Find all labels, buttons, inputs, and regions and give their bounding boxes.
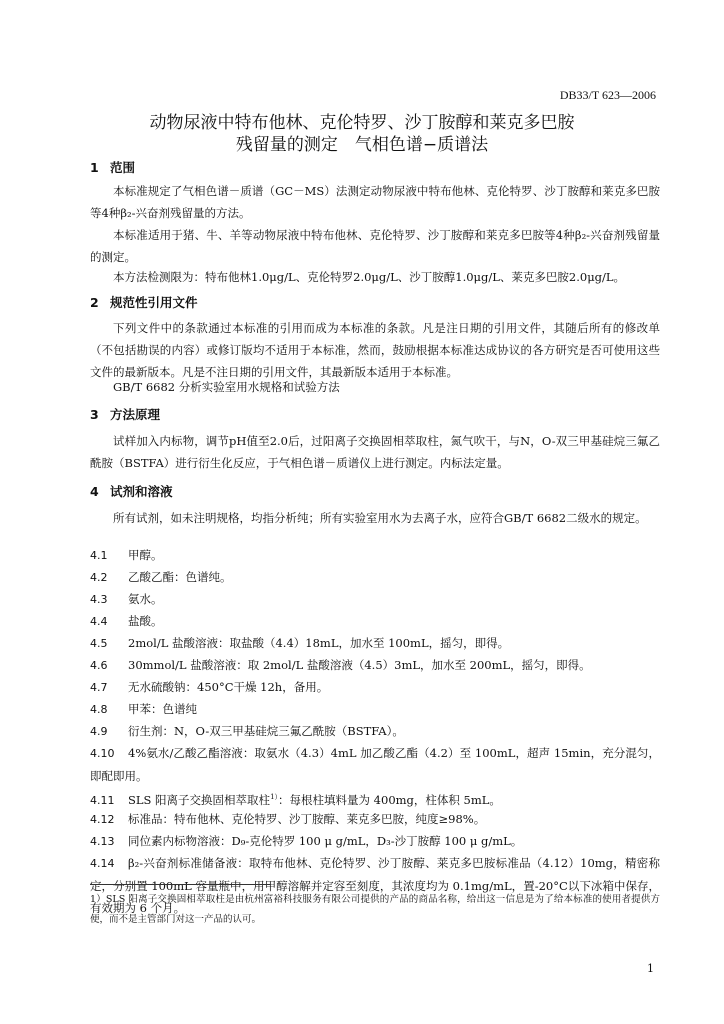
section-4-paragraph-1: 所有试剂，如未注明规格，均指分析纯；所有实验室用水为去离子水，应符合GB/T 6682二级水的规定。 — [113, 511, 647, 525]
section-1-paragraph-3: 本方法检测限为：特布他林1.0μg/L、克伦特罗2.0μg/L、沙丁胺醇1.0μg/L、莱克多巴胺2.0μg/L。 — [113, 270, 626, 284]
section-2-paragraph-1: 下列文件中的条款通过本标准的引用而成为本标准的条款。凡是注日期的引用文件，其随后所有的修改单（不包括勘误的内容）或修订版均不适用于本标准，然而，鼓励根据本标准达成协议的各方研究是否可使用这些文件的最新版本。凡是不注日期的引用文件，其最新版本适用于本标准。 — [90, 321, 660, 379]
reagent-item: 4.9 衍生剂：N，O-双三甲基硅烷三氟乙酰胺（BSTFA）。 — [90, 724, 404, 738]
reagent-item: 4.1 甲醇。 — [90, 548, 163, 562]
reagent-item: 4.7 无水硫酸钠：450°C干燥 12h，备用。 — [90, 680, 329, 694]
footnote-divider — [90, 884, 270, 885]
section-1-heading — [90, 158, 135, 176]
section-3-heading — [90, 405, 160, 423]
standard-code: DB33/T 623—2006 — [559, 88, 656, 102]
section-number: 3 — [90, 407, 99, 422]
section-title: 方法原理 — [110, 407, 161, 422]
section-number: 2 — [90, 295, 99, 310]
reagent-item: 4.2 乙酸乙酯：色谱纯。 — [90, 570, 232, 584]
section-title: 试剂和溶液 — [110, 484, 173, 499]
reagent-item: 4.10 4%氨水/乙酸乙酯溶液：取氨水（4.3）4mL 加乙酸乙酯（4.2）至 100mL，超声 15min，充分混匀，即配即用。 — [90, 746, 660, 783]
page-number: 1 — [647, 962, 654, 975]
reagent-item: 4.4 盐酸。 — [90, 614, 163, 628]
section-number: 4 — [90, 484, 99, 499]
reagent-item: 4.12 标准品：特布他林、克伦特罗、沙丁胺醇、莱克多巴胺，纯度≥98%。 — [90, 812, 486, 826]
reagent-item: 4.11 SLS 阳离子交换固相萃取柱$^{1)}$：每根柱填料量为 400mg，柱体积 5mL。 — [90, 792, 501, 807]
footnote: 1）SLS 阳离子交换固相萃取柱是由杭州富裕科技服务有限公司提供的产品的商品名称，给出这一信息是为了给本标准的使用者提供方便，而不是主管部门对这一产品的认可。 — [90, 894, 660, 925]
section-3-paragraph-1: 试样加入内标物，调节pH值至2.0后，过阳离子交换固相萃取柱，氮气吹干，与N，O-双三甲基硅烷三氟乙酰胺（BSTFA）进行衍生化反应，于气相色谱－质谱仪上进行测定。内标法定量。 — [90, 434, 660, 470]
section-2-reference: GB/T 6682 分析实验室用水规格和试验方法 — [113, 380, 340, 394]
reagent-item: 4.8 甲苯：色谱纯 — [90, 702, 197, 716]
section-title: 范围 — [110, 160, 136, 175]
reagent-item: 4.3 氨水。 — [90, 592, 163, 606]
reagent-item: 4.6 30mmol/L 盐酸溶液：取 2mol/L 盐酸溶液（4.5）3mL，加水至 200mL，摇匀，即得。 — [90, 658, 591, 672]
document-title-line2: 残留量的测定 气相色谱−质谱法 — [235, 135, 489, 155]
section-title: 规范性引用文件 — [110, 295, 198, 310]
section-number: 1 — [90, 160, 99, 175]
document-title-line1: 动物尿液中特布他林、克伦特罗、沙丁胺醇和莱克多巴胺 — [149, 113, 575, 133]
section-4-heading — [90, 482, 173, 500]
reagent-item: 4.13 同位素内标物溶液：D₉-克伦特罗 100 μ g/mL，D₃-沙丁胺醇 100 μ g/mL。 — [90, 834, 523, 848]
section-1-paragraph-1: 本标准规定了气相色谱－质谱（GC－MS）法测定动物尿液中特布他林、克伦特罗、沙丁胺醇和莱克多巴胺等4种β₂-兴奋剂残留量的方法。 — [90, 184, 660, 220]
reagent-item: 4.14 β₂-兴奋剂标准储备液：取特布他林、克伦特罗、沙丁胺醇、莱克多巴胺标准品（4.12）10mg，精密称定，分别置 100mL 容量瓶中，用甲醇溶解并定容至刻度，其浓度均为 0.1mg/mL，置-20°C以下冰箱中保存，有效期为 6 个月。 — [90, 856, 660, 915]
section-2-heading — [90, 293, 198, 311]
section-1-paragraph-2: 本标准适用于猪、牛、羊等动物尿液中特布他林、克伦特罗、沙丁胺醇和莱克多巴胺等4种β₂-兴奋剂残留量的测定。 — [90, 228, 660, 264]
footnote-reference: 1） — [270, 793, 279, 801]
reagent-item: 4.5 2mol/L 盐酸溶液：取盐酸（4.4）18mL，加水至 100mL，摇匀，即得。 — [90, 636, 510, 650]
